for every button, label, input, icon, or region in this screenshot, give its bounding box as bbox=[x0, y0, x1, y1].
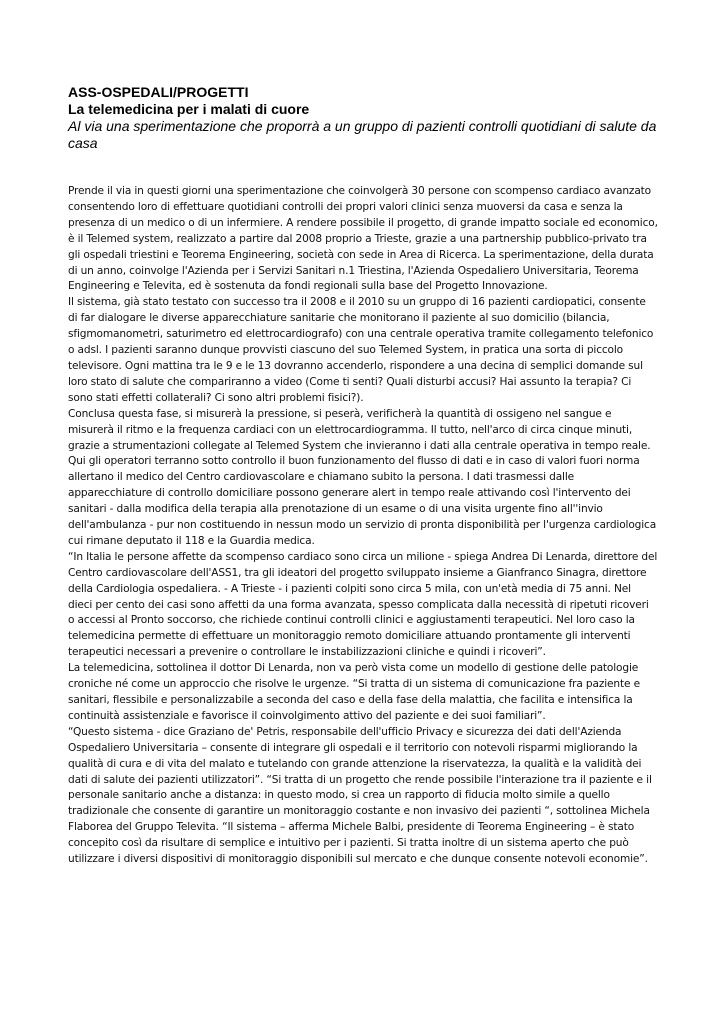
article-body bbox=[68, 184, 658, 868]
body-paragraph-1: Prende il via in questi giorni una sperimentazione che coinvolgerà 30 persone con scompenso cardiaco avanzato consentendo loro di effettuare quotidiani controlli dei propri valori clinici senza muoversi da casa e senza la presenza di un medico o di un infermiere. A rendere possibile il progetto, di grande impatto sociale ed economico, è il Telemed system, realizzato a partire dal 2008 proprio a Trieste, grazie a una partnership pubblico-privato tra gli ospedali triestini e Teorema Engineering, società con sede in Area di Ricerca. La sperimentazione, della durata di un anno, coinvolge l'Azienda per i Servizi Sanitari n.1 Triestina, l'Azienda Ospedaliero Universitaria, Teorema Engineering e Televita, ed è sostenuta da fondi regionali sulla base del Progetto Innovazione. bbox=[68, 185, 658, 293]
body-paragraph-6: La telemedicina, sottolinea il dottor Di Lenarda, non va però vista come un modello di gestione delle patologie croniche né come un approccio che risolve le urgenze. “Si tratta di un sistema di comunicazione fra paziente e sanitari, flessibile e personalizzabile a seconda del caso e della fase della malattia, che facilita e intensifica la continuità assistenziale e favorisce il coinvolgimento attivo del paziente e dei suoi familiari”. bbox=[68, 662, 640, 722]
body-paragraph-7: “Questo sistema - dice Graziano de' Petris, responsabile dell'ufficio Privacy e sicurezza dei dati dell'Azienda Ospedaliero Universitaria – consente di integrare gli ospedali e il territorio con notevoli risparmi migliorando la qualità di cura e di vita del malato e tutelando con grande attenzione la riservatezza, la qualità e la validità dei dati di salute dei pazienti utilizzatori”. “Si tratta di un progetto che rende possibile l'interazione tra il paziente e il personale sanitario anche a distanza: in questo modo, si crea un rapporto di fiducia molto simile a quello tradizionale che consente di garantire un monitoraggio costante e non invasivo dei pazienti “, sottolinea Michela Flaborea del Gruppo Televita. “Il sistema – afferma Michele Balbi, presidente di Teorema Engineering – è stato concepito così da risultare di semplice e intuitivo per i pazienti. Si tratta inoltre di un sistema aperto che può utilizzare i diversi dispositivi di monitoraggio disponibili sul mercato e che dunque consente notevoli economie”. bbox=[68, 725, 652, 866]
article-title: La telemedicina per i malati di cuore bbox=[68, 101, 310, 117]
section-kicker: ASS-OSPEDALI/PROGETTI bbox=[68, 84, 249, 100]
article-header bbox=[68, 84, 668, 152]
body-paragraph-2: Il sistema, già stato testato con successo tra il 2008 e il 2010 su un gruppo di 16 pazienti cardiopatici, consente di far dialogare le diverse apparecchiature sanitarie che monitorano il paziente al suo domicilio (bilancia, sfigmomanometri, saturimetro ed elettrocardiografo) con una centrale operativa tramite collegamento telefonico o adsl. I pazienti saranno dunque provvisti ciascuno del suo Telemed System, in pratica una sorta di piccolo televisore. Ogni mattina tra le 9 e le 13 dovranno accenderlo, rispondere a una decina di semplici domande sul loro stato di salute che compariranno a video (Come ti senti? Quali disturbi accusi? Hai assunto la terapia? Ci sono stati effetti collaterali? Ci sono altri problemi fisici?). bbox=[68, 296, 654, 404]
body-paragraph-4: Qui gli operatori terranno sotto controllo il buon funzionamento del flusso di dati e in caso di valori fuori norma allertano il medico del Centro cardiovascolare e chiamano subito la persona. I dati trasmessi dalle apparecchiature di controllo domiciliare possono generare alert in tempo reale attivando così l'intervento dei sanitari - dalla modifica della terapia alla prenotazione di un esame o di una visita urgente fino all''invio dell'ambulanza - pur non costituendo in nessun modo un servizio di pronta disponibilità per l'urgenza cardiologica cui rimane deputato il 118 e la Guardia medica. bbox=[68, 455, 657, 547]
body-paragraph-3: Conclusa questa fase, si misurerà la pressione, si peserà, verificherà la quantità di ossigeno nel sangue e misurerà il ritmo e la frequenza cardiaci con un elettrocardiogramma. Il tutto, nell'arco di circa cinque minuti, grazie a strumentazioni collegate al Telemed System che invieranno i dati alla centrale operativa in tempo reale. bbox=[68, 407, 651, 452]
article-subtitle: Al via una sperimentazione che proporrà a un gruppo di pazienti controlli quotidiani di salute da casa bbox=[68, 118, 657, 151]
body-paragraph-5: “In Italia le persone affette da scompenso cardiaco sono circa un milione - spiega Andrea Di Lenarda, direttore del Centro cardiovascolare dell'ASS1, tra gli ideatori del progetto sviluppato insieme a Gianfranco Sinagra, direttore della Cardiologia ospedaliera. - A Trieste - i pazienti colpiti sono circa 5 mila, con un'età media di 75 anni. Nel dieci per cento dei casi sono affetti da una forma avanzata, spesso complicata dalla necessità di ripetuti ricoveri o accessi al Pronto soccorso, che richiede continui controlli clinici e aggiustamenti terapeutici. Nel loro caso la telemedicina permette di effettuare un monitoraggio remoto domiciliare attuando prontamente gli interventi terapeutici necessari a prevenire o controllare le instabilizzazioni cliniche e quindi i ricoveri”. bbox=[68, 550, 658, 659]
